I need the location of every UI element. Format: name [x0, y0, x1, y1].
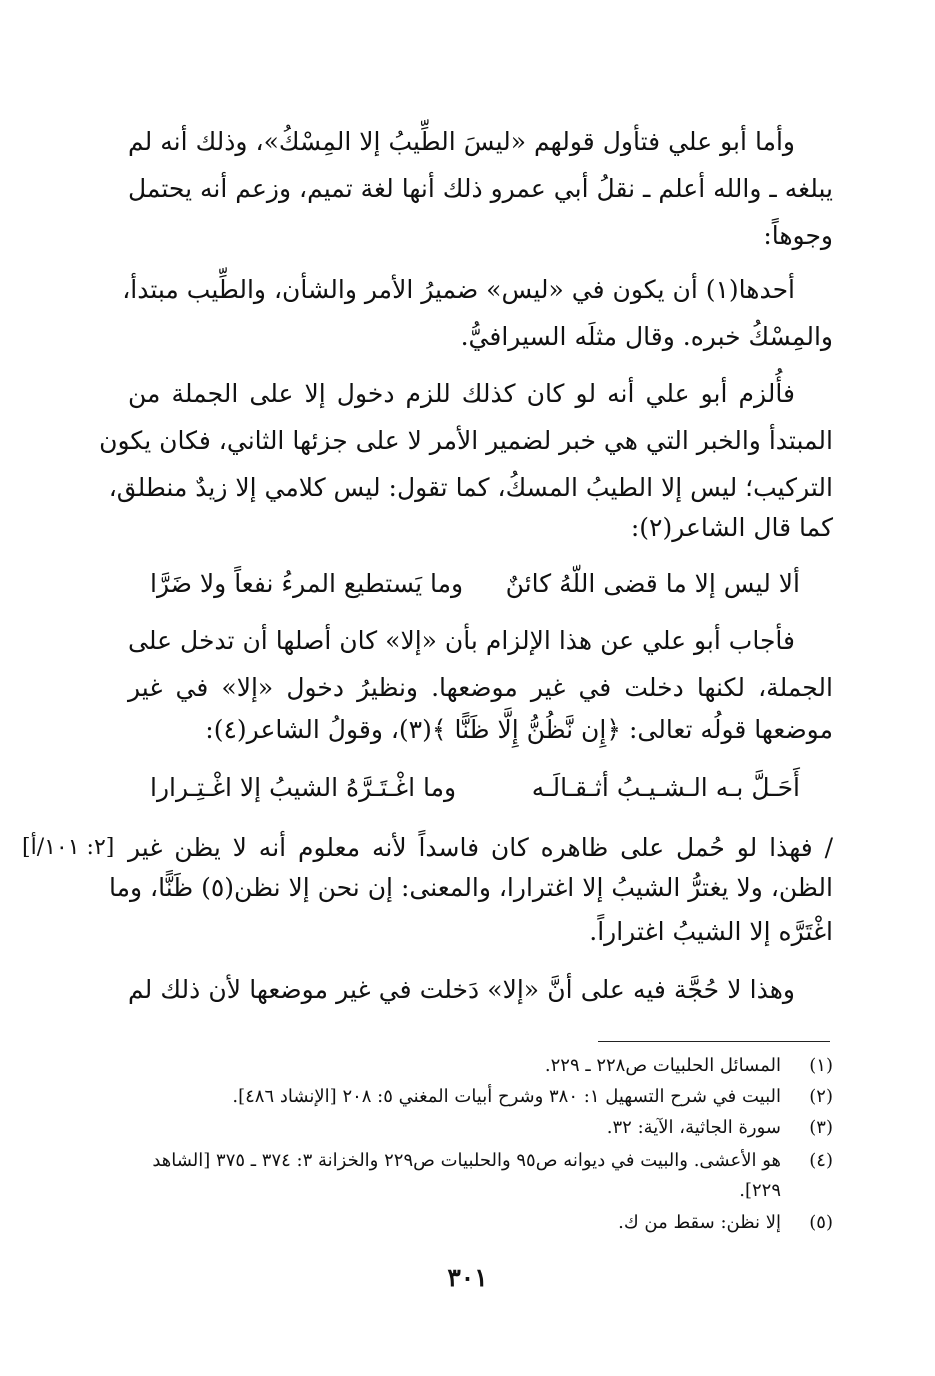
p1-line-1: وأما أبو علي فتأول قولهم «ليسَ الطِّيبُ إلا المِسْكُ»، وذلك أنه لم	[128, 127, 795, 156]
p5-line-1: / فهذا لو حُمل على ظاهره كان فاسداً لأنه معلوم أنه لا يظن غير	[128, 833, 833, 862]
footnote-3	[128, 1113, 833, 1143]
verse-2	[150, 764, 800, 811]
p1-line-3: وجوهاً:	[763, 221, 833, 250]
p3-line-2: المبتدأ والخبر التي هي خبر لضمير الأمر لا على جزئها الثاني، فكان يكون	[99, 426, 833, 455]
p1-line-2: يبلغه ـ والله أعلم ـ نقلُ أبي عمرو ذلك أنها لغة تميم، وزعم أنه يحتمل	[128, 174, 833, 203]
footnote-separator	[598, 1041, 830, 1042]
p2-line-1: أحدها(١) أن يكون في «ليس» ضميرُ الأمر والشأن، والطِّيب مبتدأ،	[122, 275, 795, 304]
p2-line-2: والمِسْكُ خبره. وقال مثلَه السيرافيُّ.	[460, 322, 833, 351]
footnote-4-text: هو الأعشى. والبيت في ديوانه ص٩٥ والحلبيات ص٢٢٩ والخزانة ٣: ٣٧٤ ـ ٣٧٥ [الشاهد ٢٢٩].	[152, 1150, 781, 1201]
p5-line-2: الظن، ولا يغترُّ الشيبُ إلا اغترارا، والمعنى: إن نحن إلا نظن(٥) ظَنًّا، وما	[108, 873, 833, 902]
p3-line-4: كما قال الشاعر(٢):	[630, 513, 833, 542]
p3-line-3: التركيب؛ ليس إلا الطيبُ المسكُ، كما تقول: ليس كلامي إلا زيدٌ منطلق،	[108, 473, 833, 502]
p4-line-1: فأجاب أبو علي عن هذا الإلزام بأن «إلا» كان أصلها أن تدخل على	[128, 626, 795, 655]
footnote-3-text: سورة الجاثية، الآية: ٣٢.	[606, 1117, 781, 1138]
footnote-3-number: (٣)	[809, 1117, 833, 1138]
verse-1	[150, 560, 800, 607]
footnote-1-number: (١)	[809, 1055, 833, 1076]
p4-line-3: موضعها قولُه تعالى: ﴿إِن نَّظُنُّ إِلَّا ظَنًّا ﴾(٣)، وقولُ الشاعر(٤):	[205, 715, 833, 744]
footnote-4	[128, 1146, 833, 1206]
page-number: ٣٠١	[447, 1263, 488, 1292]
footnote-4-number: (٤)	[809, 1150, 833, 1171]
margin-manuscript-reference: [٢: ١٠١/أ]	[22, 835, 115, 860]
p6-line-1: وهذا لا حُجَّة فيه على أنَّ «إلا» دَخلت في غير موضعها لأن ذلك لم	[128, 975, 795, 1004]
footnote-5	[128, 1208, 833, 1238]
footnote-5-text: إلا نظن: سقط من ك.	[618, 1212, 781, 1233]
footnote-2	[128, 1082, 833, 1112]
p4-line-2: الجملة، لكنها دخلت في غير موضعها. ونظيرُ دخول «إلا» في غير	[128, 673, 833, 702]
footnote-1	[128, 1051, 833, 1081]
verse-1-first-hemistich: ألا ليس إلا ما قضى اللّهُ كائنٌ	[505, 569, 800, 598]
verse-2-first-hemistich: أَحَـلَّ بـه الـشـيـبُ أثـقـالَـه	[531, 773, 800, 802]
footnote-2-number: (٢)	[809, 1086, 833, 1107]
verse-2-second-hemistich: وما اغْـتَـرَّهُ الشيبُ إلا اغْـتِـرارا	[150, 773, 457, 802]
verse-1-second-hemistich: وما يَستطيع المرءُ نفعاً ولا ضَرَّا	[150, 569, 464, 598]
p5-line-3: اغْتَرَّه إلا الشيبُ اغتراراً.	[589, 917, 833, 946]
footnote-2-text: البيت في شرح التسهيل ١: ٣٨٠ وشرح أبيات المغني ٥: ٢٠٨ [الإنشاد ٤٨٦].	[232, 1086, 781, 1107]
p3-line-1: فأُلزم أبو علي أنه لو كان كذلك للزم دخول إلا على الجملة من	[128, 379, 795, 408]
footnote-5-number: (٥)	[809, 1212, 833, 1233]
footnote-1-text: المسائل الحلبيات ص٢٢٨ ـ ٢٢٩.	[544, 1055, 781, 1076]
